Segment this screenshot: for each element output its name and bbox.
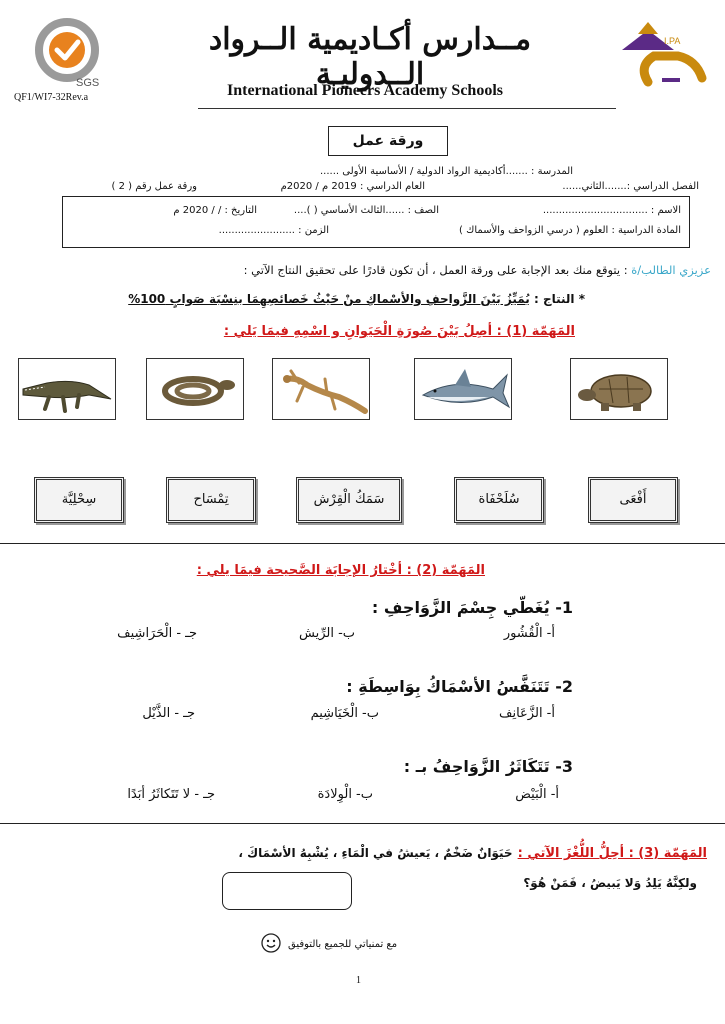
section-divider-1 bbox=[0, 543, 725, 544]
turtle-picture bbox=[570, 358, 668, 420]
closing-wish: مع تمنياتي للجميع بالتوفيق bbox=[288, 939, 398, 950]
question-3: 3- تَتَكَاثَرُ الزَّوَاحِفُ بـ : bbox=[403, 757, 573, 776]
q2-option-a[interactable]: أ- الزَّعَانِف bbox=[499, 706, 555, 721]
task2-title: المَهَمّة (2) : أخْتارُ الإجابَة الصَّحيحة فيمَا يلي : bbox=[196, 563, 485, 578]
q3-option-a[interactable]: أ- الْبَيْض bbox=[515, 787, 559, 802]
snake-picture bbox=[146, 358, 244, 420]
question-1: 1- يُغَطّي جِسْمَ الزَّوَاحِفِ : bbox=[371, 598, 573, 617]
sgs-text: SGS bbox=[76, 77, 100, 89]
q2-option-c[interactable]: جـ - الذَّيْل bbox=[142, 706, 195, 721]
riddle-line-1: حَيَوَانٌ ضَخْمٌ ، يَعيشُ في الْمَاءِ ، يُشْبِهُ الأسْمَاكَ ، bbox=[238, 846, 513, 860]
page-number: 1 bbox=[356, 975, 361, 986]
question-2: 2- تَتَنَفَّسُ الأسْمَاكُ بِوَاسِطَةِ : bbox=[346, 677, 573, 696]
term-line: الفصل الدراسي :.......الثاني...... bbox=[562, 181, 699, 192]
name-field[interactable]: الاسم : ................................. bbox=[542, 205, 681, 216]
academic-year: العام الدراسي : 2019 م / 2020م bbox=[280, 181, 425, 192]
task1-title: المَهَمّة (1) : أصِلُ بَيْنَ صُورَةِ الْحَيَوانِ و اسْمِهِ فيمَا يَلي : bbox=[223, 324, 575, 339]
word-shark[interactable]: سَمَكُ الْقِرْش bbox=[296, 477, 402, 523]
ipa-letters: I.PA bbox=[664, 36, 681, 46]
intro-text bbox=[244, 263, 711, 277]
q2-option-b[interactable]: ب- الْخَيَاشِيم bbox=[310, 706, 379, 721]
smiley-icon bbox=[260, 932, 282, 954]
q3-option-c[interactable]: جـ - لا تَتَكاثَرُ أبَدًا bbox=[127, 787, 215, 802]
intro-dear: عزيزي الطالب/ة bbox=[631, 263, 711, 277]
q1-option-c[interactable]: جـ - الْحَرَاشِيف bbox=[117, 626, 197, 641]
date-field[interactable]: التاريخ : / / 2020 م bbox=[173, 205, 257, 216]
header-divider bbox=[198, 108, 616, 109]
crocodile-picture bbox=[18, 358, 116, 420]
riddle-line-2: ولكِنَّهُ يَلِدُ وَلا يَبيضُ ، فَمَنْ هُوَ؟ bbox=[523, 876, 697, 890]
grade-field: الصف : ......الثالث الأساسي ( ).... bbox=[293, 205, 439, 216]
gecko-picture bbox=[272, 358, 370, 420]
worksheet-title: ورقة عمل bbox=[328, 126, 448, 156]
time-field[interactable]: الزمن : ........................ bbox=[218, 225, 329, 236]
subject-line: المادة الدراسية : العلوم ( درسي الزواحف والأسماك ) bbox=[459, 225, 681, 236]
learning-outcome bbox=[128, 292, 585, 306]
word-turtle[interactable]: سُلَحْفَاة bbox=[454, 477, 544, 523]
student-info-box bbox=[62, 196, 690, 248]
q3-option-b[interactable]: ب- الْوِلادَة bbox=[317, 787, 373, 802]
word-lizard[interactable]: سِحْلِيَّة bbox=[34, 477, 124, 523]
school-line: المدرسة : .......أكاديمية الرواد الدولية / الأساسية الأولى ...... bbox=[320, 166, 573, 177]
sgs-certification-logo bbox=[30, 18, 104, 92]
sheet-number: ورقة عمل رقم ( 2 ) bbox=[111, 181, 197, 192]
word-crocodile[interactable]: تِمْسَاح bbox=[166, 477, 256, 523]
word-viper[interactable]: أَفْعَى bbox=[588, 477, 678, 523]
task3-title: المَهَمّة (3) : أحِلُّ اللُّغْزَ الآتي : bbox=[517, 846, 707, 861]
document-code: QF1/WI7-32Rev.a bbox=[14, 92, 89, 103]
task3-block bbox=[238, 842, 707, 861]
section-divider-2 bbox=[0, 823, 725, 824]
school-name-english: International Pioneers Academy Schools bbox=[227, 82, 503, 99]
outcome-text: يُمَيِّزُ بَيْنَ الزَّواحفِ والأسْماكِ منْ حَيْثُ خَصائصِهِمَا بنِسْبَة صَوابٍ 100% bbox=[128, 292, 530, 306]
outcome-prefix: * النتاج : bbox=[529, 292, 585, 306]
school-name-arabic: مــدارس أكـاديمية الــرواد الــدوليـة bbox=[208, 22, 532, 92]
shark-picture bbox=[414, 358, 512, 420]
pioneers-academy-logo bbox=[618, 20, 714, 92]
q1-option-a[interactable]: أ- الْقُشُور bbox=[503, 626, 555, 641]
q1-option-b[interactable]: ب- الرِّيش bbox=[299, 626, 355, 641]
riddle-answer-box[interactable] bbox=[222, 872, 352, 910]
intro-rest: : يتوقع منك بعد الإجابة على ورقة العمل ، أن تكون قادرًا على تحقيق النتاج الآتي : bbox=[243, 263, 632, 277]
